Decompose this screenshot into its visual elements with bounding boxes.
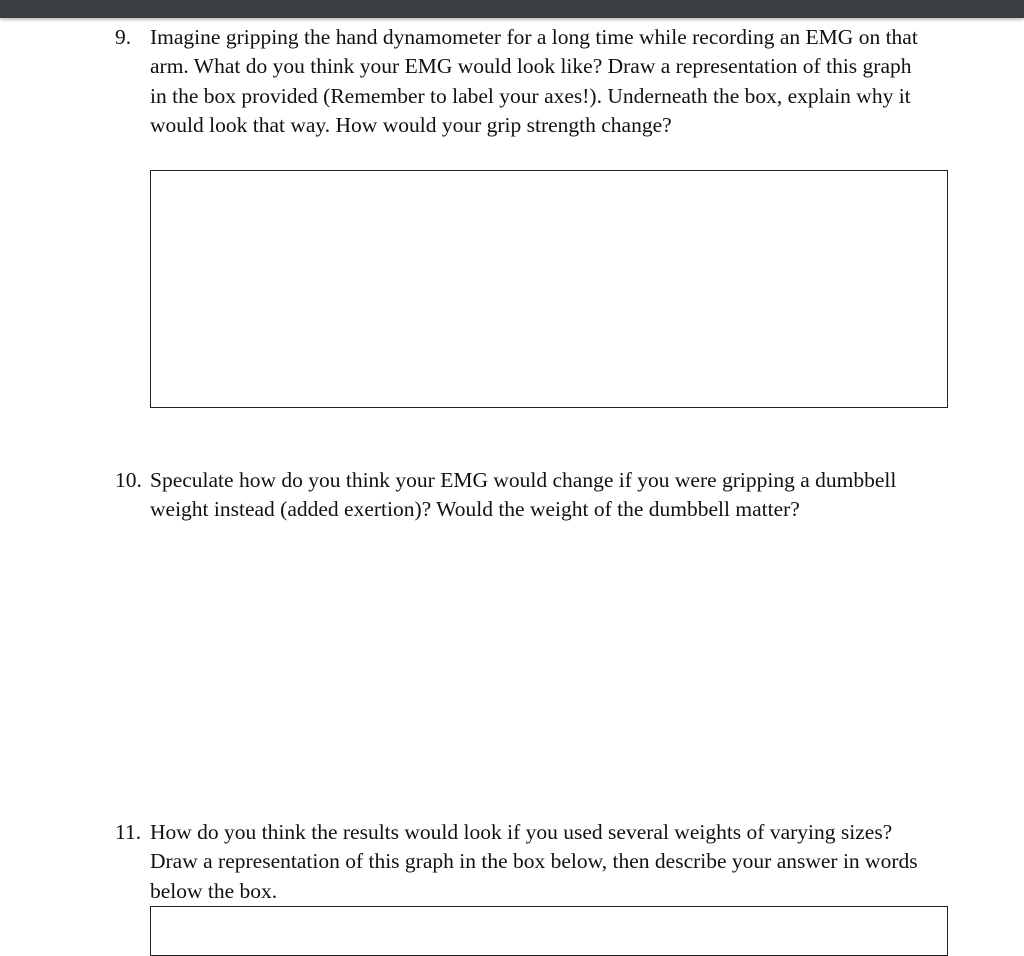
question-text: [150, 818, 918, 906]
answer-box-9: [150, 170, 948, 408]
question-line: Imagine gripping the hand dynamometer for a long time while recording an EMG on that: [150, 25, 918, 49]
question-number: 10.: [115, 468, 142, 492]
question-text: [150, 466, 896, 525]
question-line: in the box provided (Remember to label your axes!). Underneath the box, explain why it: [150, 83, 911, 108]
question-line: below the box.: [150, 878, 278, 903]
question-9: [115, 23, 945, 143]
question-text: [150, 23, 918, 140]
question-10: [115, 466, 945, 526]
question-line: Draw a representation of this graph in the box below, then describe your answer in words: [150, 849, 918, 874]
question-number: 11.: [115, 820, 142, 844]
question-line: How do you think the results would look if you used several weights of varying sizes?: [150, 820, 893, 844]
answer-box-11: [150, 906, 948, 956]
question-line: weight instead (added exertion)? Would the weight of the dumbbell matter?: [150, 497, 800, 522]
viewer-toolbar: [0, 0, 1024, 18]
question-line: arm. What do you think your EMG would look like? Draw a representation of this graph: [150, 54, 912, 79]
question-number: 9.: [115, 25, 132, 49]
question-line: Speculate how do you think your EMG would change if you were gripping a dumbbell: [150, 468, 897, 492]
question-line: would look that way. How would your grip strength change?: [150, 112, 672, 137]
question-11: [115, 818, 945, 908]
